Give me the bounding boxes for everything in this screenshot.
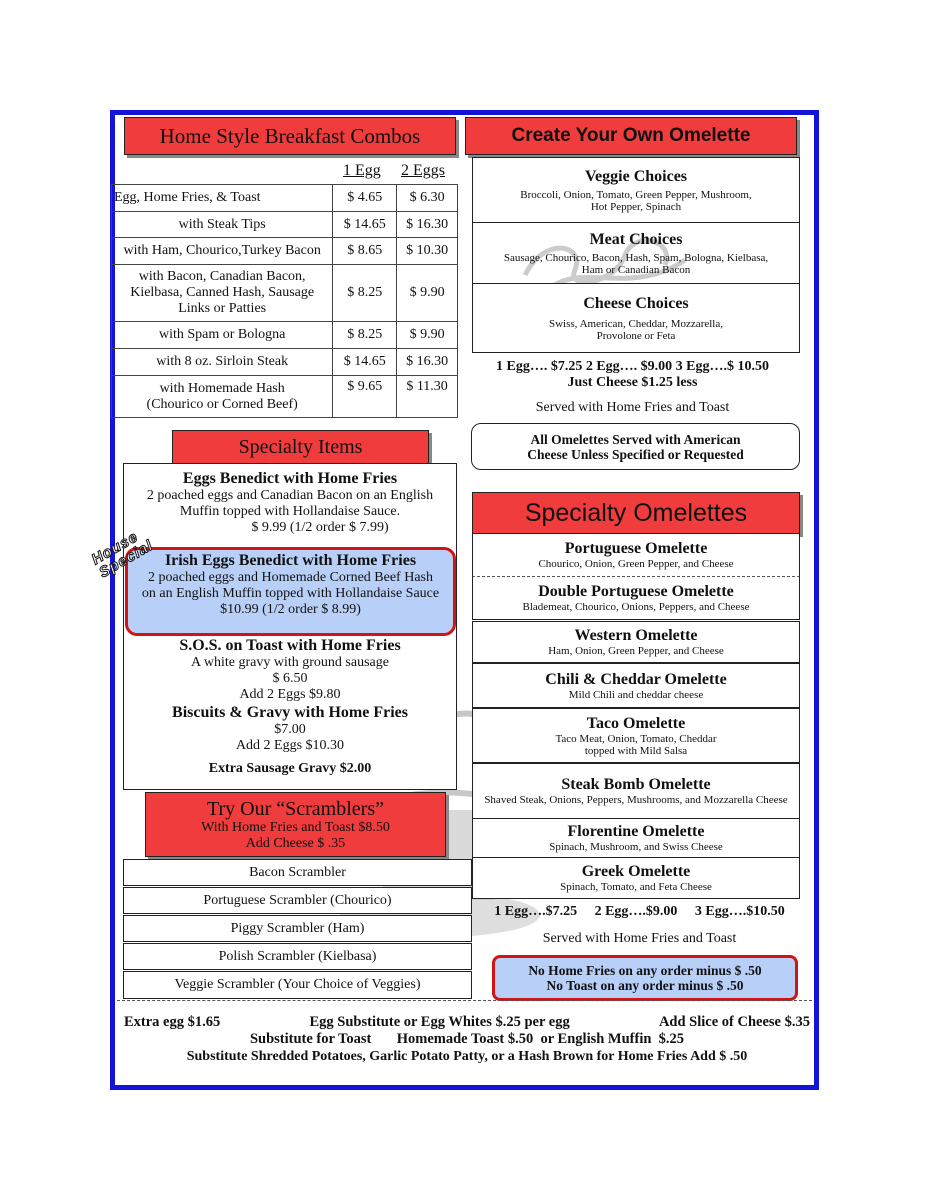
col-2-eggs: 2 Eggs [401, 162, 445, 179]
just-cheese: Just Cheese $1.25 less [567, 375, 698, 390]
irish-benedict [125, 552, 456, 618]
combos-title: Home Style Breakfast Combos [124, 117, 456, 155]
veggie-title: Veggie Choices [584, 167, 688, 185]
footer [124, 1014, 810, 1065]
specialty-omelettes-title: Specialty Omelettes [472, 492, 800, 534]
note-line-1: All Omelettes Served with American [530, 431, 741, 447]
table-row [112, 349, 458, 376]
specialty-served: Served with Home Fries and Toast [542, 931, 737, 946]
combo-price-1: $ 9.65 [333, 376, 397, 418]
specialty-omelette-prices: 1 Egg….$7.25 2 Egg….$9.00 3 Egg….$10.50 [494, 904, 785, 919]
meat-choices [472, 222, 800, 284]
house-special-label: House Special [88, 528, 157, 582]
omelette-desc: Blademeat, Chourico, Onions, Peppers, and Cheese [522, 601, 750, 613]
no-fries-toast-note [492, 955, 798, 1001]
no-toast: No Toast on any order minus $ .50 [546, 978, 744, 993]
table-row [112, 376, 458, 418]
specialty-items-title: Specialty Items [172, 430, 429, 464]
combo-price-1: $ 14.65 [333, 349, 397, 376]
omelette-florentine [472, 818, 800, 858]
create-omelette-title: Create Your Own Omelette [465, 117, 797, 155]
combo-price-2: $ 9.90 [397, 265, 458, 322]
combo-item: with 8 oz. Sirloin Steak [112, 349, 333, 376]
omelette-name: Chili & Cheddar Omelette [545, 670, 727, 688]
extra-egg: Extra egg $1.65 [124, 1014, 221, 1030]
omelette-desc: Taco Meat, Onion, Tomato, Cheddar topped with Mild Salsa [555, 732, 717, 757]
combo-item: with Homemade Hash (Chourico or Corned Beef) [112, 376, 333, 418]
scramblers-title: Try Our “Scramblers” [206, 797, 384, 820]
sos-desc: A white gravy with ground sausage [191, 655, 389, 670]
irish-benedict-desc-1: 2 poached eggs and Homemade Corned Beef Hash [148, 570, 433, 585]
eggs-benedict [123, 470, 457, 536]
combo-item: with Steak Tips [112, 212, 333, 238]
table-row [112, 212, 458, 238]
biscuits-name: Biscuits & Gravy with Home Fries [172, 704, 408, 721]
meat-title: Meat Choices [589, 230, 683, 248]
table-row [112, 185, 458, 212]
combo-price-2: $ 16.30 [397, 349, 458, 376]
omelette-desc: Spinach, Tomato, and Feta Cheese [560, 881, 712, 893]
biscuits-add: Add 2 Eggs $10.30 [235, 738, 345, 753]
combo-price-1: $ 4.65 [333, 185, 397, 212]
american-cheese-note [471, 423, 800, 470]
omelette-name: Greek Omelette [581, 863, 691, 880]
combo-price-2: $ 6.30 [397, 185, 458, 212]
combo-price-2: $ 11.30 [397, 376, 458, 418]
table-row [112, 322, 458, 349]
omelette-name: Double Portuguese Omelette [538, 583, 734, 600]
omelette-name: Western Omelette [574, 627, 698, 644]
scramblers-line-2: Add Cheese $ .35 [245, 835, 346, 851]
table-row [112, 238, 458, 265]
note-line-2: Cheese Unless Specified or Requested [527, 446, 744, 462]
omelette-taco [472, 708, 800, 763]
omelette-chili-cheddar [472, 663, 800, 708]
footer-divider [117, 1000, 812, 1001]
slice-of-cheese: Add Slice of Cheese $.35 [658, 1014, 810, 1030]
combo-price-2: $ 9.90 [397, 322, 458, 349]
create-prices [465, 359, 800, 391]
biscuits-gravy [123, 704, 457, 754]
veggie-desc-2: Hot Pepper, Spinach [590, 200, 682, 213]
omelette-name: Steak Bomb Omelette [561, 776, 711, 793]
combos-table [111, 184, 458, 418]
eggs-benedict-price: $ 9.99 (1/2 order $ 7.99) [251, 520, 389, 535]
omelette-desc: Mild Chili and cheddar cheese [568, 688, 704, 701]
list-item: Veggie Scrambler (Your Choice of Veggies) [123, 971, 472, 999]
meat-desc-1: Sausage, Chourico, Bacon, Hash, Spam, Bologna, Kielbasa, [503, 251, 769, 264]
sos-add: Add 2 Eggs $9.80 [239, 687, 341, 702]
create-served: Served with Home Fries and Toast [535, 400, 730, 415]
combo-item: with Spam or Bologna [112, 322, 333, 349]
eggs-benedict-name: Eggs Benedict with Home Fries [182, 470, 398, 487]
combo-price-1: $ 14.65 [333, 212, 397, 238]
footer-line-2: Substitute for Toast Homemade Toast $.50 or English Muffin $.25 [249, 1031, 685, 1047]
combo-price-2: $ 10.30 [397, 238, 458, 265]
veggie-desc-1: Broccoli, Onion, Tomato, Green Pepper, Mushroom, [520, 188, 752, 201]
irish-benedict-price: $10.99 (1/2 order $ 8.99) [220, 602, 361, 617]
cheese-desc-2: Provolone or Feta [596, 329, 676, 342]
scramblers-line-1: With Home Fries and Toast $8.50 [201, 819, 390, 835]
footer-line-3: Substitute Shredded Potatoes, Garlic Potato Patty, or a Hash Brown for Home Fries Add $ .50 [186, 1049, 748, 1064]
combo-price-1: $ 8.25 [333, 265, 397, 322]
omelette-name: Taco Omelette [586, 714, 686, 732]
extra-sausage-gravy: Extra Sausage Gravy $2.00 [208, 761, 372, 776]
combo-item: with Bacon, Canadian Bacon, Kielbasa, Canned Hash, Sausage Links or Patties [112, 265, 333, 322]
combo-item: Egg, Home Fries, & Toast [112, 185, 333, 212]
sos-price: $ 6.50 [272, 671, 308, 686]
cheese-desc-1: Swiss, American, Cheddar, Mozzarella, [549, 317, 723, 330]
sos-name: S.O.S. on Toast with Home Fries [179, 637, 401, 654]
combo-price-1: $ 8.25 [333, 322, 397, 349]
combo-price-2: $ 16.30 [397, 212, 458, 238]
meat-desc-2: Ham or Canadian Bacon [581, 263, 691, 276]
omelette-name: Florentine Omelette [567, 823, 705, 840]
table-row [112, 265, 458, 322]
cheese-title: Cheese Choices [583, 294, 689, 312]
omelette-western [472, 621, 800, 663]
list-item: Bacon Scrambler [123, 859, 472, 886]
biscuits-price: $7.00 [274, 722, 306, 737]
combo-item: with Ham, Chourico,Turkey Bacon [112, 238, 333, 265]
omelette-name: Portuguese Omelette [564, 540, 708, 557]
combo-price-1: $ 8.65 [333, 238, 397, 265]
omelette-desc: Spinach, Mushroom, and Swiss Cheese [549, 841, 723, 853]
irish-benedict-name: Irish Eggs Benedict with Home Fries [164, 552, 417, 569]
list-item: Polish Scrambler (Kielbasa) [123, 943, 472, 970]
omelette-double-portuguese [472, 576, 800, 620]
create-price-line: 1 Egg…. $7.25 2 Egg…. $9.00 3 Egg….$ 10.50 [495, 359, 769, 374]
irish-benedict-desc-2: on an English Muffin topped with Hollandaise Sauce [141, 586, 440, 601]
list-item: Piggy Scrambler (Ham) [123, 915, 472, 942]
footer-line-1 [124, 1014, 810, 1031]
cheese-choices [472, 283, 800, 353]
egg-substitute: Egg Substitute or Egg Whites $.25 per egg [309, 1014, 570, 1030]
omelette-greek [472, 857, 800, 899]
omelette-desc: Chourico, Onion, Green Pepper, and Cheese [538, 558, 734, 570]
omelette-steak-bomb [472, 763, 800, 819]
list-item: Portuguese Scrambler (Chourico) [123, 887, 472, 914]
eggs-benedict-desc: 2 poached eggs and Canadian Bacon on an English Muffin topped with Hollandaise Sauce. [146, 488, 434, 519]
veggie-choices [472, 157, 800, 223]
no-home-fries: No Home Fries on any order minus $ .50 [528, 963, 762, 978]
omelette-portuguese [472, 533, 800, 577]
sos-on-toast [123, 637, 457, 703]
omelette-desc: Shaved Steak, Onions, Peppers, Mushrooms, and Mozzarella Cheese [484, 794, 788, 806]
col-1-egg: 1 Egg [343, 162, 381, 179]
omelette-desc: Ham, Onion, Green Pepper, and Cheese [548, 645, 724, 657]
scramblers-header [145, 792, 446, 857]
